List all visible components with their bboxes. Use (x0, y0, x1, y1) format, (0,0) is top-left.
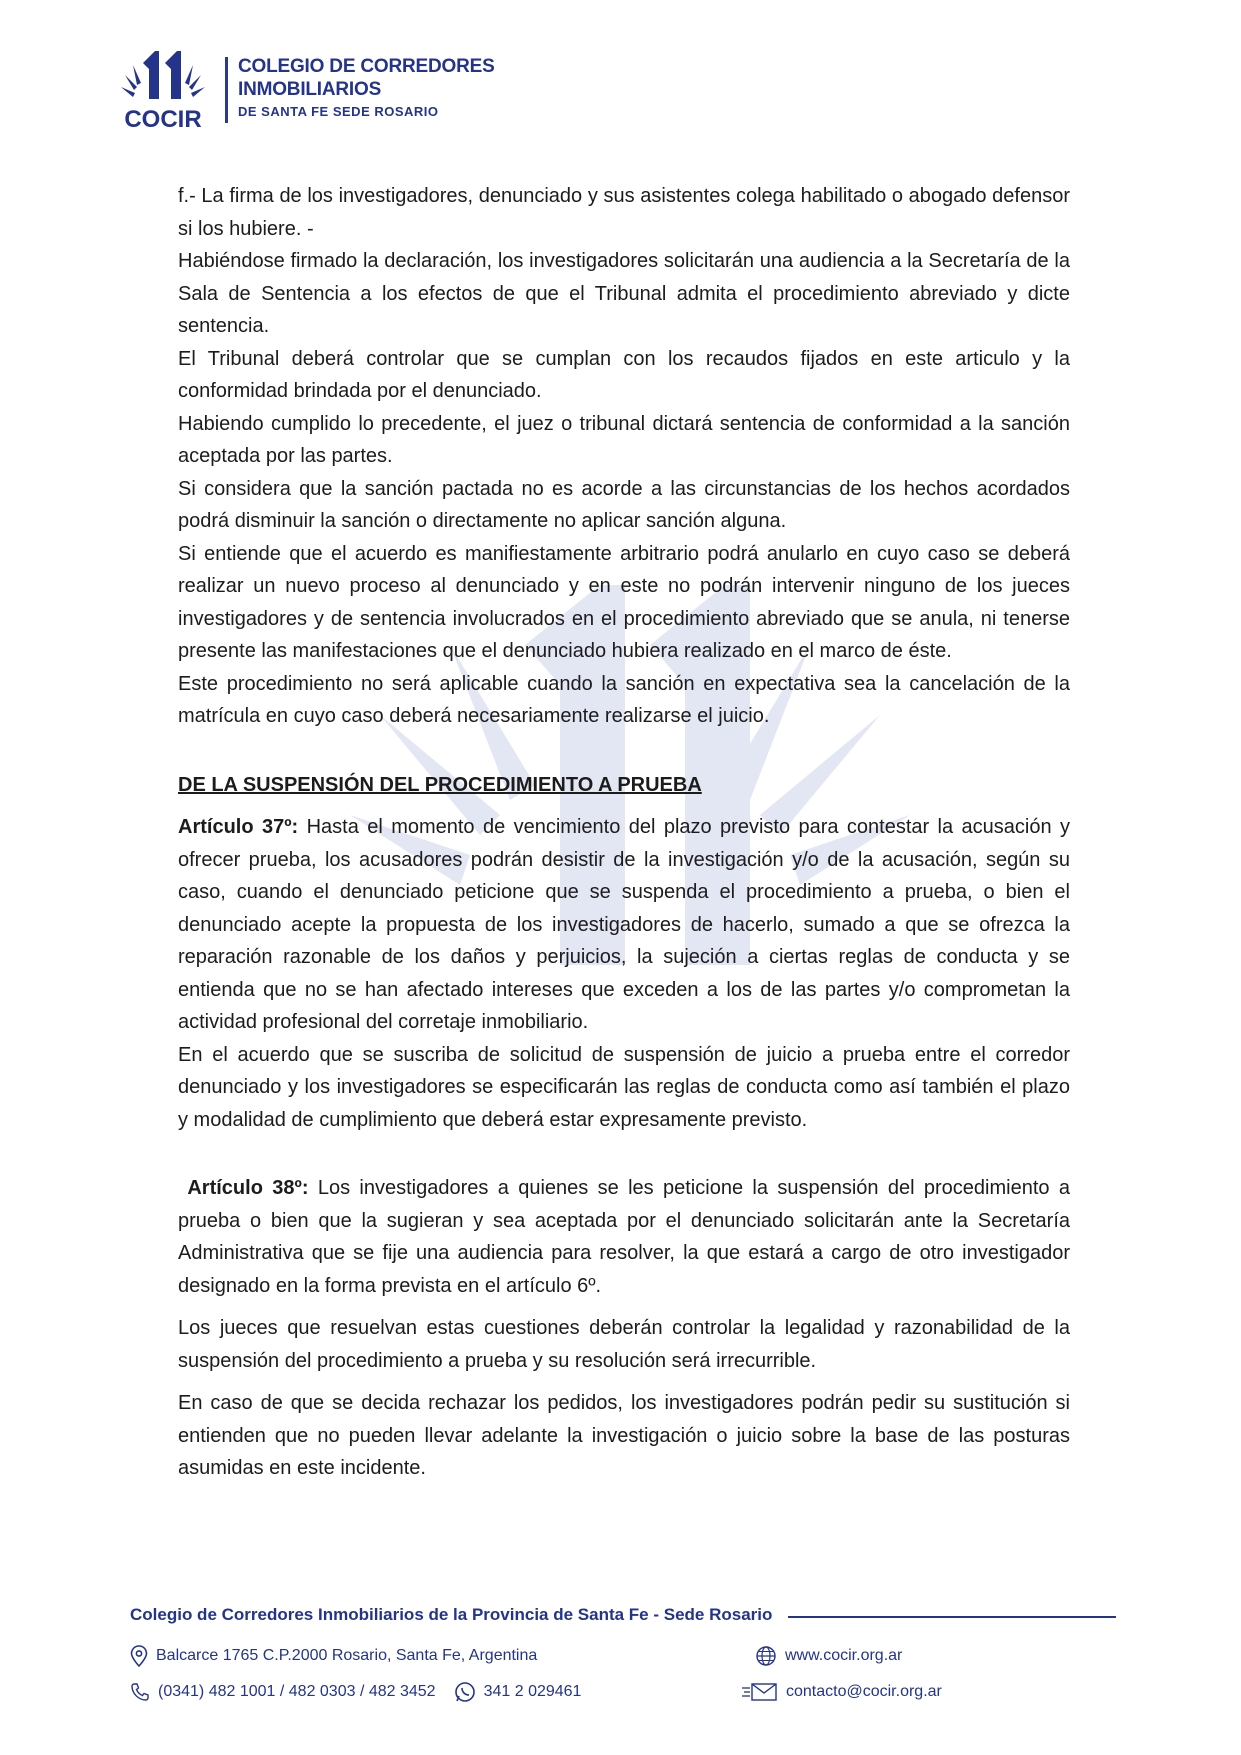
whatsapp-text: 341 2 029461 (483, 1683, 582, 1700)
location-pin-icon (130, 1645, 148, 1667)
email-link[interactable]: contacto@cocir.org.ar (786, 1683, 942, 1700)
globe-icon (755, 1645, 777, 1667)
address-text: Balcarce 1765 C.P.2000 Rosario, Santa Fe, Argentina (156, 1647, 538, 1664)
logo-text (238, 55, 495, 123)
whatsapp-icon (454, 1681, 476, 1703)
article-38 (178, 1172, 1070, 1302)
article-37 (178, 811, 1070, 1039)
footer-phones (130, 1681, 581, 1703)
document-body (178, 180, 1070, 1485)
header-logo (117, 47, 537, 131)
cocir-logo-icon (117, 47, 209, 131)
paragraph: Habiéndose firmado la declaración, los investigadores solicitarán una audiencia a la Secretaría de la Sala de Sentencia a los efectos de que el Tribunal admita el procedimiento abreviado y dicte sentencia. (178, 250, 1070, 337)
web-link[interactable]: www.cocir.org.ar (785, 1647, 903, 1664)
article-37-text: Hasta el momento de vencimiento del plazo previsto para contestar la acusación y ofrecer prueba, los acusadores podrán desistir de la investigación y/o de la acusación, según su caso, cuando el denunciado peticione que se suspenda el procedimiento a prueba, o bien el denunciado acepte la propuesta de los investigadores de hacerlo, sumado a que se ofrezca la reparación razonable de los daños y perjuicios, la sujeción a ciertas reglas de conducta y se entienda que no se han afectado intereses que exceden a los de las partes y/o comprometan la actividad profesional del corretaje inmobiliario. (178, 816, 1070, 1033)
footer-web[interactable] (755, 1645, 902, 1667)
phones-text: (0341) 482 1001 / 482 0303 / 482 3452 (158, 1683, 436, 1700)
paragraph: Si considera que la sanción pactada no es acorde a las circunstancias de los hechos acordados podrá disminuir la sanción o directamente no aplicar sanción alguna. (178, 477, 1070, 532)
phone-icon (130, 1682, 150, 1702)
footer-divider (788, 1616, 1116, 1618)
footer-address (130, 1645, 537, 1667)
footer-title: Colegio de Corredores Inmobiliarios de la Provincia de Santa Fe - Sede Rosario (130, 1605, 773, 1624)
footer-email[interactable] (742, 1681, 942, 1703)
logo-line-3: DE SANTA FE SEDE ROSARIO (238, 104, 439, 119)
paragraph: Este procedimiento no será aplicable cuando la sanción en expectativa sea la cancelación de la matrícula en cuyo caso deberá necesariamente realizarse el juicio. (178, 672, 1070, 727)
article-38-label: Artículo 38º: (187, 1177, 309, 1199)
paragraph: En caso de que se decida rechazar los pedidos, los investigadores podrán pedir su sustitución si entienden que no pueden llevar adelante la investigación o juicio sobre la base de las posturas asumidas en este incidente. (178, 1392, 1070, 1479)
paragraph: El Tribunal deberá controlar que se cumplan con los recaudos fijados en este articulo y la conformidad brindada por el denunciado. (178, 347, 1070, 402)
article-38-text: Los investigadores a quienes se les peticione la suspensión del procedimiento a prueba o bien que la sugieran y sea aceptada por el denunciado solicitarán ante la Secretaría Administrativa que se fije una audiencia para resolver, la que estará a cargo de otro investigador designado en la forma prevista en el artículo 6º. (178, 1177, 1070, 1297)
paragraph: Habiendo cumplido lo precedente, el juez o tribunal dictará sentencia de conformidad a la sanción aceptada por las partes. (178, 412, 1070, 467)
logo-acronym: COCIR (124, 106, 202, 131)
section-heading: DE LA SUSPENSIÓN DEL PROCEDIMIENTO A PRUEBA (178, 773, 702, 796)
paragraph: En el acuerdo que se suscriba de solicitud de suspensión de juicio a prueba entre el corredor denunciado y los investigadores se especificarán las reglas de conducta como así también el plazo y modalidad de cumplimiento que deberá estar expresamente previsto. (178, 1043, 1070, 1131)
email-icon (742, 1681, 778, 1703)
logo-divider (225, 57, 228, 123)
logo-line-1: COLEGIO DE CORREDORES (238, 56, 495, 77)
paragraph: Los jueces que resuelvan estas cuestiones deberán controlar la legalidad y razonabilidad de la suspensión del procedimiento a prueba y su resolución será irrecurrible. (178, 1317, 1070, 1372)
paragraph: Si entiende que el acuerdo es manifiestamente arbitrario podrá anularlo en cuyo caso se deberá realizar un nuevo proceso al denunciado y en este no podrán intervenir ninguno de los jueces investigadores y de sentencia involucrados en el procedimiento abreviado que se anula, ni tenerse presente las manifestaciones que el denunciado hubiera realizado en el marco de éste. (178, 542, 1070, 662)
article-37-label: Artículo 37º: (178, 816, 299, 838)
logo-line-2: INMOBILIARIOS (238, 79, 382, 100)
paragraph: f.- La firma de los investigadores, denunciado y sus asistentes colega habilitado o abogado defensor si los hubiere. - (178, 185, 1070, 240)
